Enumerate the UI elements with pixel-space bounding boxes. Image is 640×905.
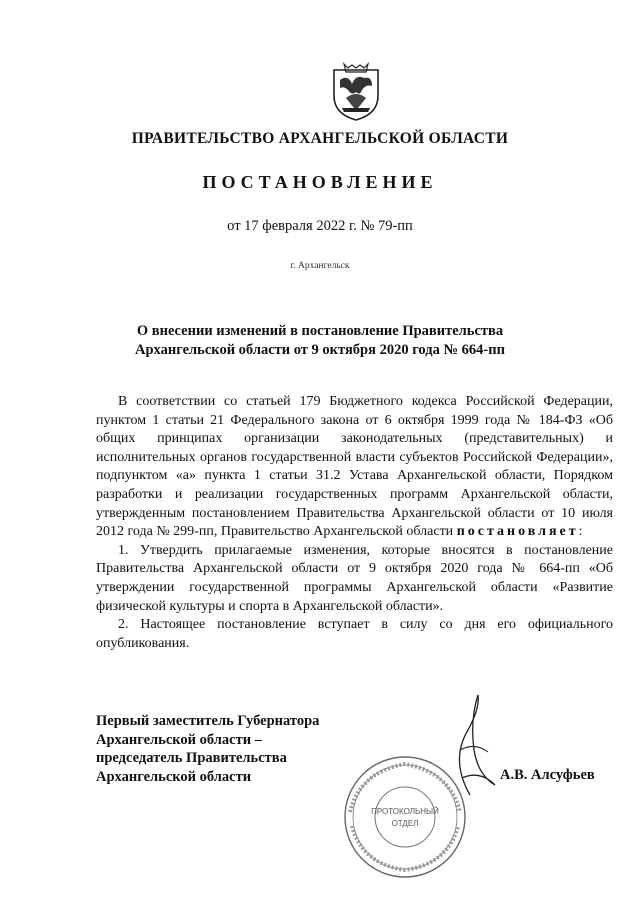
coat-of-arms-emblem xyxy=(330,62,382,122)
svg-text:ПРОТОКОЛЬНЫЙ: ПРОТОКОЛЬНЫЙ xyxy=(371,807,439,816)
document-title xyxy=(0,322,640,360)
position-line-1: Первый заместитель Губернатора xyxy=(96,713,320,729)
position-line-2: Архангельской области – xyxy=(96,731,262,748)
title-line-1: О внесении изменений в постановление Правительства xyxy=(136,323,504,339)
svg-text:ОТДЕЛ: ОТДЕЛ xyxy=(391,819,419,828)
document-body xyxy=(96,393,613,653)
city-of-issue: г. Архангельск xyxy=(290,261,350,271)
handwritten-signature xyxy=(440,690,500,800)
position-line-4: Архангельской области xyxy=(96,768,252,785)
signatory-name: А.В. Алсуфьев xyxy=(500,767,595,783)
issuing-authority: ПРАВИТЕЛЬСТВО АРХАНГЕЛЬСКОЙ ОБЛАСТИ xyxy=(131,130,509,147)
position-line-3: председатель Правительства xyxy=(96,750,287,766)
preamble-paragraph xyxy=(96,393,613,542)
item-2-paragraph: 2. Настоящее постановление вступает в силу со дня его официального опубликования. xyxy=(96,617,613,651)
title-line-2: Архангельской области от 9 октября 2020 года № 664-пп xyxy=(135,342,505,358)
document-type: ПОСТАНОВЛЕНИЕ xyxy=(202,172,438,192)
signatory-position xyxy=(96,712,319,786)
preamble-end: : xyxy=(578,524,583,540)
date-and-number: от 17 февраля 2022 г. № 79-пп xyxy=(227,218,413,234)
item-1-paragraph: 1. Утвердить прилагаемые изменения, которые вносятся в постановление Правительства Архангельской области от 9 октября 2020 года № 664-пп «Об утверждении государственной программы Архангельской области «Развитие физической культуры и спорта в Архангельской области». xyxy=(96,542,613,614)
preamble-text: В соответствии со статьей 179 Бюджетного кодекса Российской Федерации, пунктом 1 статьи 21 Федерального закона от 6 октября 1999 года № 184-ФЗ «Об общих принципах организации законодательных (представительных) и исполнительных органов государственной власти субъектов Российской Федерации», подпунктом «а» пункта 1 статьи 31.2 Устава Архангельской области, Порядком разработки и реализации государственных программ Архангельской области, утвержденным постановлением Правительства Архангельской области от 10 июля 2012 года № 299-пп, Правительство Архангельской области xyxy=(96,394,613,540)
decree-word: постановляет xyxy=(456,524,579,540)
